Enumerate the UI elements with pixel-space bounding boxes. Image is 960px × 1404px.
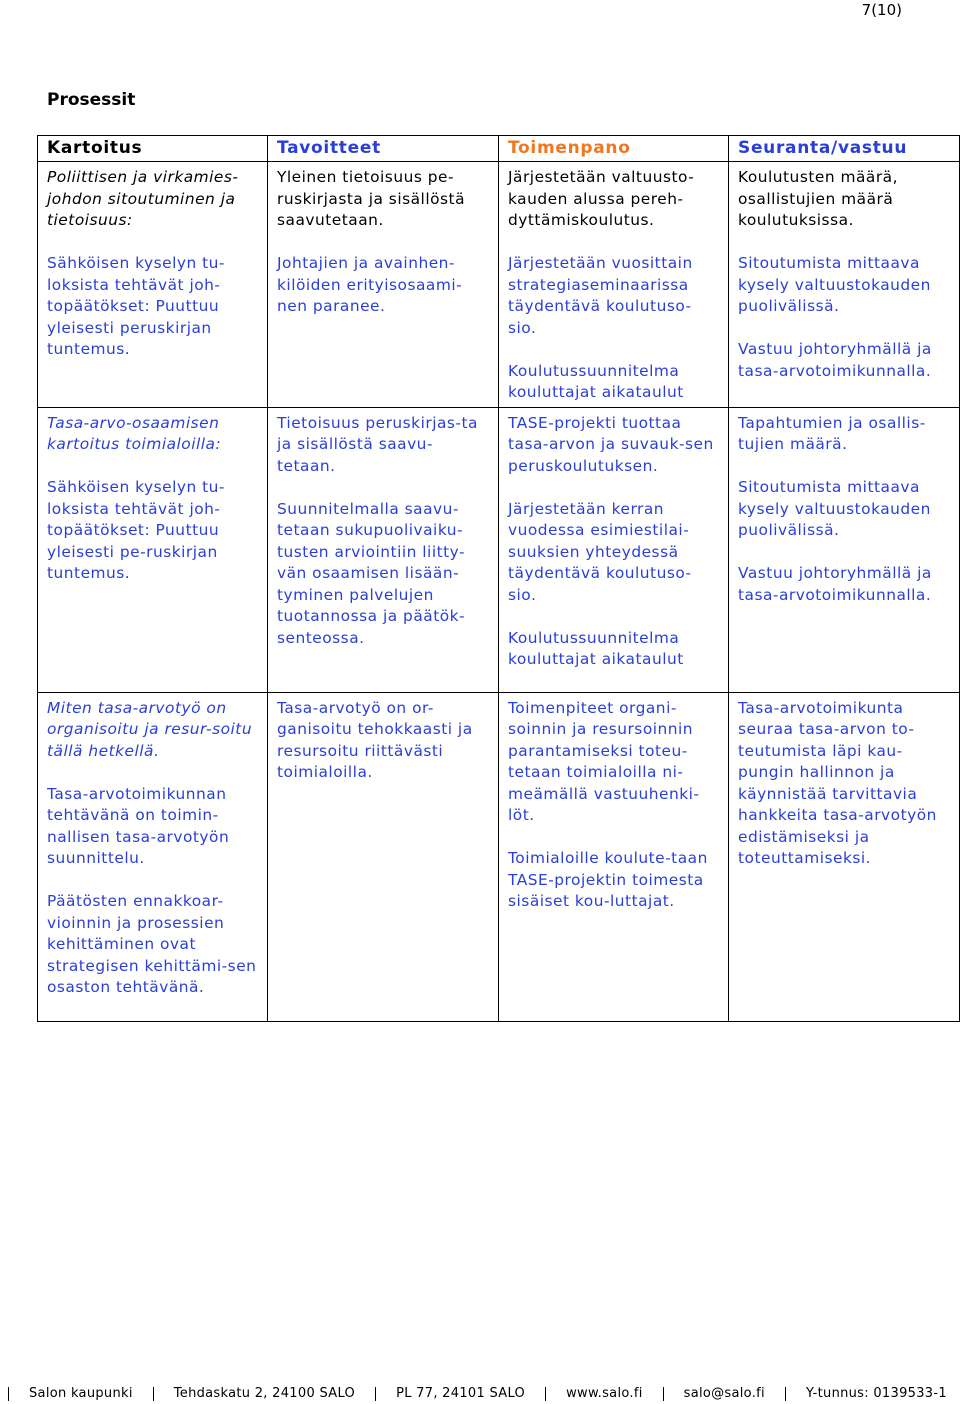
paragraph: Sähköisen kyselyn tu-loksista tehtävät joh-topäätökset: Puuttuu yleisesti peruskirjan tuntemus.: [47, 254, 225, 358]
table-cell-kartoitus: [38, 162, 268, 408]
table-row: [38, 407, 960, 692]
paragraph: Tasa-arvotyö on or-ganisoitu tehokkaasti ja resursoitu riittävästi toimialoilla.: [277, 698, 473, 781]
paragraph: Poliittisen ja virkamies-johdon sitoutuminen ja tietoisuus:: [47, 168, 239, 229]
footer-divider: [785, 1387, 786, 1401]
column-header-tavoitteet: Tavoitteet: [268, 136, 499, 162]
paragraph: Tasa-arvotoimikunta seuraa tasa-arvon to-teutumista läpi kau-pungin hallinnon ja käynnistää tarvittavia hankkeita tasa-arvotyön edistämiseksi ja toteuttamiseksi.: [738, 698, 937, 867]
table-cell-kartoitus: [38, 407, 268, 692]
column-header-toimenpano: Toimenpano: [499, 136, 729, 162]
paragraph: Johtajien ja avainhen-kilöiden erityisosaami-nen paranee.: [277, 254, 463, 315]
paragraph: Järjestetään valtuusto-kauden alussa pereh-dyttämiskoulutus.: [508, 168, 695, 229]
paragraph: Suunnitelmalla saavu-tetaan sukupuolivaiku-tusten arviointiin liitty-vän osaamisen lisään-tyminen palvelujen tuotannossa ja päätök-senteossa.: [277, 499, 466, 647]
process-table: [37, 135, 960, 1022]
footer-email-link[interactable]: salo@salo.fi: [683, 1386, 765, 1401]
table-header-row: [38, 136, 960, 162]
paragraph: Tietoisuus peruskirjas-ta ja sisällöstä saavu-tetaan.: [277, 413, 478, 475]
table-cell-toimenpano: [499, 692, 729, 1021]
paragraph: Koulutussuunnitelma kouluttajat aikataulut: [508, 628, 684, 668]
paragraph: Järjestetään vuosittain strategiaseminaarissa täydentävä koulutuso-sio.: [508, 254, 693, 337]
footer-divider: [663, 1387, 664, 1401]
footer-po-box: PL 77, 24101 SALO: [396, 1386, 526, 1401]
footer-divider: [545, 1387, 546, 1401]
paragraph: Toimenpiteet organi-soinnin ja resursoinnin parantamiseksi toteu-tetaan toimialoilla ni-meämällä vastuuhenki-löt.: [508, 698, 700, 824]
paragraph: Tasa-arvo-osaamisen kartoitus toimialoilla:: [47, 413, 222, 453]
table-cell-tavoitteet: [268, 692, 499, 1021]
paragraph: Toimialoille koulute-taan TASE-projektin toimesta sisäiset kou-luttajat.: [508, 849, 708, 910]
paragraph: Vastuu johtoryhmällä ja tasa-arvotoimikunnalla.: [738, 340, 932, 380]
paragraph: Koulutusten määrä, osallistujien määrä koulutuksissa.: [738, 168, 898, 229]
paragraph: Järjestetään kerran vuodessa esimiestilai-suuksien yhteydessä täydentävä koulutuso-sio.: [508, 499, 692, 604]
table-cell-toimenpano: [499, 162, 729, 408]
table-cell-toimenpano: [499, 407, 729, 692]
table-row: [38, 692, 960, 1021]
table-cell-tavoitteet: [268, 162, 499, 408]
paragraph: Yleinen tietoisuus pe-ruskirjasta ja sisällöstä saavutetaan.: [277, 168, 465, 229]
section-title: Prosessit: [47, 90, 136, 110]
footer-website-link[interactable]: www.salo.fi: [566, 1386, 643, 1401]
paragraph: Vastuu johtoryhmällä ja tasa-arvotoimikunnalla.: [738, 564, 932, 604]
paragraph: Koulutussuunnitelma kouluttajat aikataulut: [508, 361, 684, 401]
footer-organization: Salon kaupunki: [29, 1386, 133, 1401]
column-header-kartoitus: Kartoitus: [38, 136, 268, 162]
paragraph: Päätösten ennakkoar-vioinnin ja prosessien kehittäminen ovat strategisen kehittämi-sen osaston tehtävänä.: [47, 892, 257, 996]
paragraph: Sitoutumista mittaava kysely valtuustokauden puolivälissä.: [738, 478, 931, 539]
paragraph: Sähköisen kyselyn tu-loksista tehtävät joh-topäätökset: Puuttuu yleisesti pe-ruskirjan tuntemus.: [47, 478, 225, 582]
paragraph: Sitoutumista mittaava kysely valtuustokauden puolivälissä.: [738, 254, 931, 315]
footer-street-address: Tehdaskatu 2, 24100 SALO: [173, 1386, 356, 1401]
footer-divider: [8, 1387, 9, 1401]
footer-business-id: Y-tunnus: 0139533-1: [805, 1386, 947, 1401]
footer-divider: [375, 1387, 376, 1401]
paragraph: TASE-projekti tuottaa tasa-arvon ja suvauk-sen peruskoulutuksen.: [508, 413, 714, 475]
table-cell-kartoitus: [38, 692, 268, 1021]
table-cell-seuranta: [729, 162, 960, 408]
table-row: [38, 162, 960, 408]
page-number: 7(10): [861, 1, 902, 19]
table-cell-tavoitteet: [268, 407, 499, 692]
paragraph: Tapahtumien ja osallis-tujien määrä.: [738, 413, 926, 453]
paragraph: Miten tasa-arvotyö on organisoitu ja resur-soitu tällä hetkellä.: [47, 698, 253, 760]
column-header-seuranta: Seuranta/vastuu: [729, 136, 960, 162]
page-footer: [0, 1385, 960, 1403]
paragraph: Tasa-arvotoimikunnan tehtävänä on toimin-nallisen tasa-arvotyön suunnittelu.: [47, 784, 230, 867]
footer-divider: [153, 1387, 154, 1401]
table-cell-seuranta: [729, 692, 960, 1021]
table-cell-seuranta: [729, 407, 960, 692]
